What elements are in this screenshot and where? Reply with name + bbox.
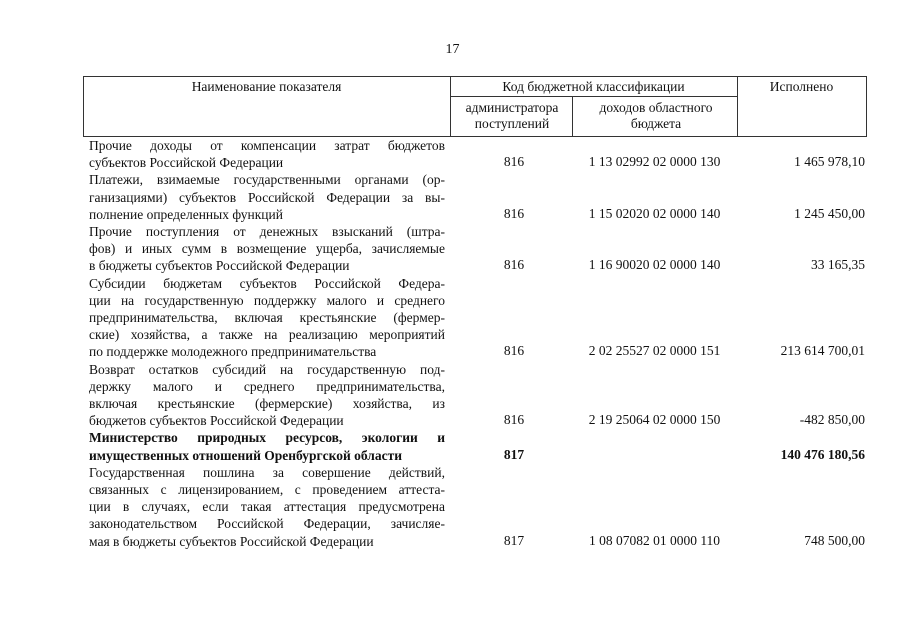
row-name-line: Прочие поступления от денежных взысканий (штра-	[89, 224, 445, 239]
row-admin-code: 817	[503, 446, 525, 462]
header-right-border	[866, 76, 867, 136]
row-executed: 33 165,35	[811, 257, 865, 273]
row-name-line: ганизациями) субъектов Российской Федерации за вы-	[89, 189, 445, 205]
row-name	[89, 171, 445, 223]
row-name-line: Прочие доходы от компенсации затрат бюджетов	[89, 138, 445, 153]
header-code-divider	[450, 96, 737, 97]
header-admin: администратора поступлений	[465, 100, 559, 131]
row-executed: 1 465 978,10	[794, 154, 865, 170]
header-divider-subcode	[572, 96, 573, 136]
row-name	[89, 429, 445, 463]
row-name-line: в бюджеты субъектов Российской Федерации	[89, 258, 350, 274]
row-name-line: держку малого и среднего предпринимательства,	[89, 378, 445, 394]
header-income: доходов областного бюджета	[599, 100, 713, 131]
row-income-code: 1 13 02992 02 0000 130	[588, 154, 721, 170]
row-executed: -482 850,00	[799, 412, 865, 428]
row-name-line: по поддержке молодежного предпринимательства	[89, 344, 377, 360]
row-name	[89, 137, 445, 171]
row-name-line: субъектов Российской Федерации	[89, 155, 284, 171]
header-name: Наименование показателя	[191, 79, 342, 94]
row-admin-code: 816	[503, 412, 525, 428]
row-name	[89, 361, 445, 430]
row-income-code: 1 16 90020 02 0000 140	[588, 257, 721, 273]
row-name-line: мая в бюджеты субъектов Российской Федерации	[89, 533, 374, 549]
row-executed: 1 245 450,00	[794, 205, 865, 221]
row-name-line: имущественных отношений Оренбургской области	[89, 447, 403, 463]
row-name-line: законодательством Российской Федерации, зачисляе-	[89, 516, 445, 532]
row-name-line: включая крестьянские (фермерские) хозяйства, из	[89, 396, 445, 411]
header-executed: Исполнено	[769, 79, 834, 94]
row-executed: 140 476 180,56	[780, 446, 865, 462]
row-name	[89, 464, 445, 550]
row-admin-code: 816	[503, 154, 525, 170]
row-income-code: 1 15 02020 02 0000 140	[588, 205, 721, 221]
row-admin-code: 816	[503, 343, 525, 359]
row-name-line: Субсидии бюджетам субъектов Российской Федера-	[89, 275, 445, 291]
row-name-line: ции в случаях, если такая аттестация предусмотрена	[89, 499, 445, 515]
row-executed: 748 500,00	[804, 532, 865, 548]
row-name-line: бюджетов субъектов Российской Федерации	[89, 413, 344, 429]
row-name-line: связанных с лицензированием, с проведением аттеста-	[89, 482, 445, 497]
row-name-line: Платежи, взимаемые государственными органами (ор-	[89, 172, 445, 188]
row-name-line: предпринимательства, включая крестьянские (фермер-	[89, 310, 445, 325]
row-executed: 213 614 700,01	[780, 343, 865, 359]
row-income-code: 1 08 07082 01 0000 110	[588, 532, 721, 548]
row-name	[89, 275, 445, 361]
row-name-line: Государственная пошлина за совершение действий,	[89, 464, 445, 480]
row-name-line: фов) и иных сумм в возмещение ущерба, зачисляемые	[89, 241, 445, 257]
header-code: Код бюджетной классификации	[502, 79, 685, 94]
row-name-line: ские) хозяйства, а также на реализацию мероприятий	[89, 327, 445, 343]
row-income-code: 2 02 25527 02 0000 151	[588, 343, 721, 359]
row-name-line: полнение определенных функций	[89, 206, 283, 222]
row-income-code: 2 19 25064 02 0000 150	[588, 412, 721, 428]
row-admin-code: 816	[503, 257, 525, 273]
page-number: 17	[445, 42, 460, 57]
row-name-line: Министерство природных ресурсов, экологии и	[89, 430, 445, 446]
row-admin-code: 816	[503, 205, 525, 221]
row-name-line: ции на государственную поддержку малого и среднего	[89, 292, 445, 308]
row-name-line: Возврат остатков субсидий на государственную под-	[89, 361, 445, 377]
header-top-border	[83, 76, 867, 77]
row-name	[89, 223, 445, 275]
row-admin-code: 817	[503, 532, 525, 548]
